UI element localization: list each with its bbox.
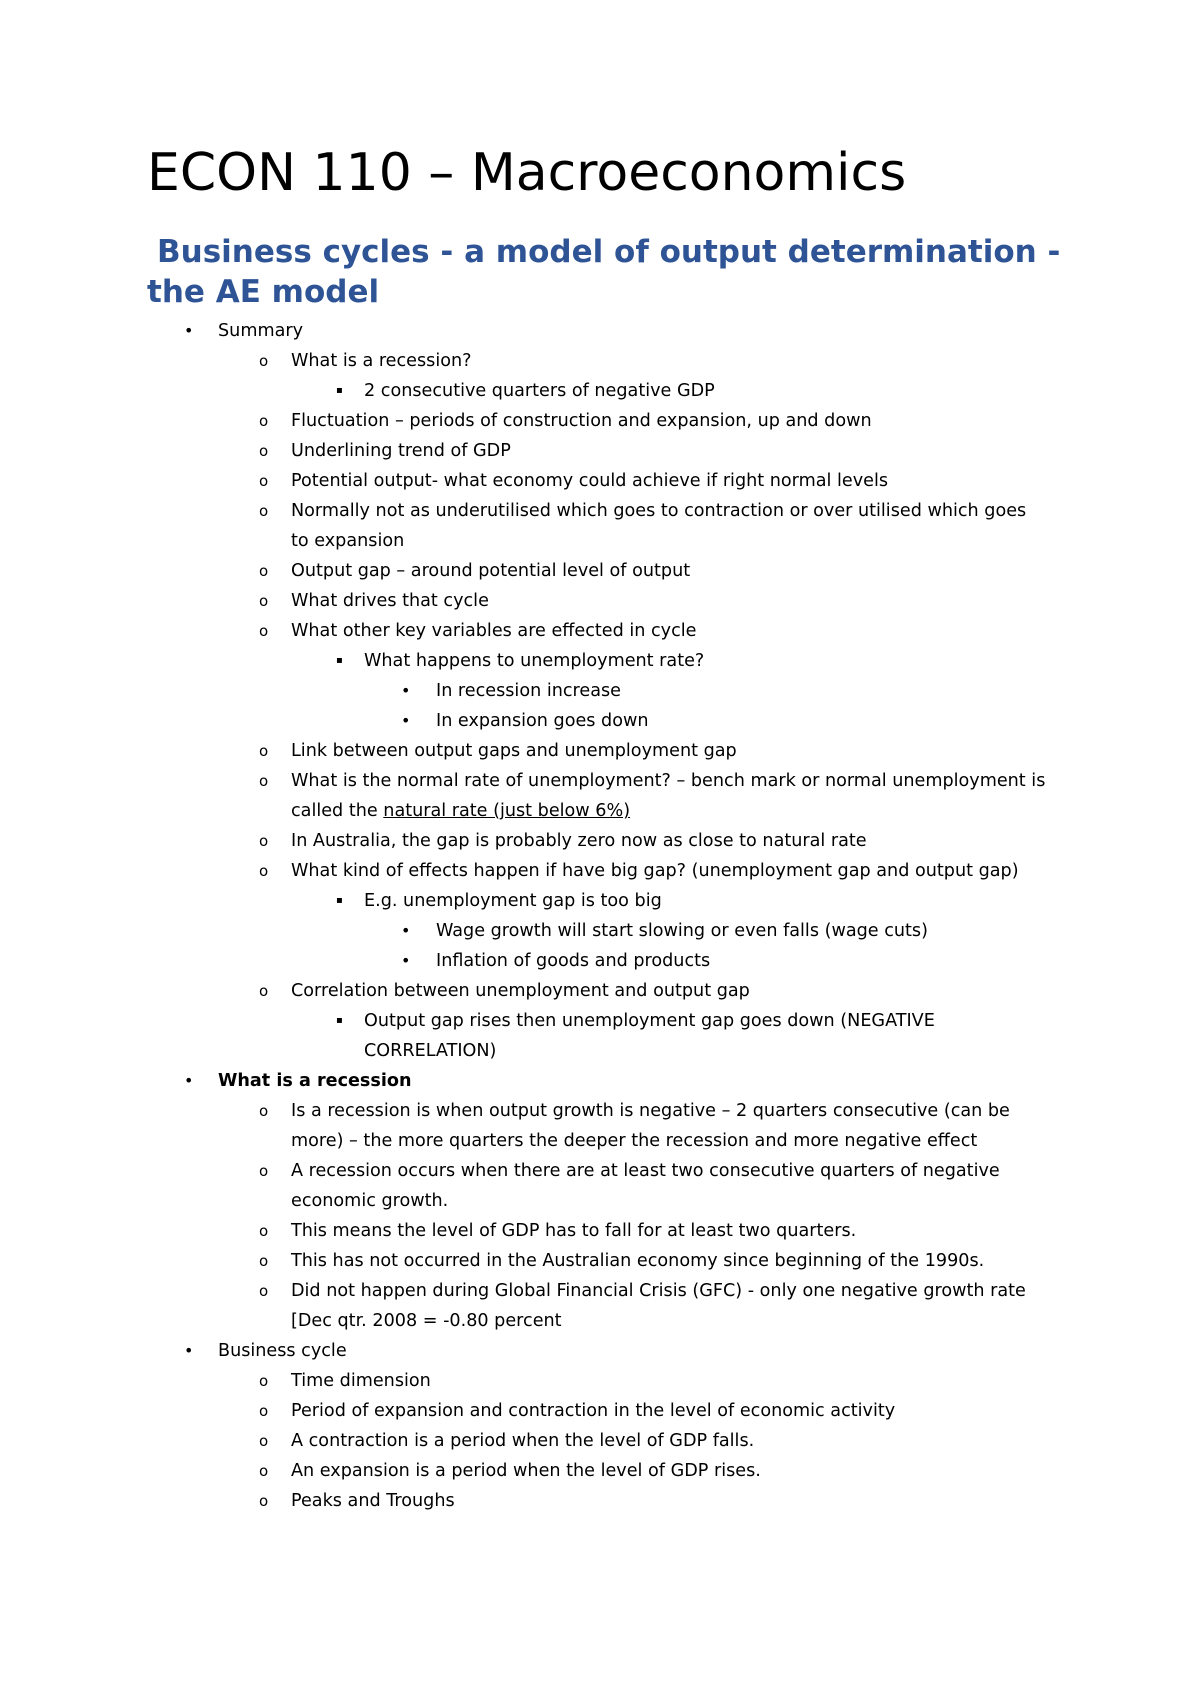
list-item [0, 1396, 1048, 1426]
list-item [0, 496, 1048, 556]
list-item-text: This means the level of GDP has to fall for at least two quarters. [291, 1221, 857, 1241]
list-item-text: Fluctuation – periods of construction and expansion, up and down [291, 411, 872, 431]
list-item-text: Is a recession is when output growth is negative – 2 quarters consecutive (can be more) – the more quarters the deeper the recession and more negative effect [291, 1101, 1010, 1151]
list-item-text: 2 consecutive quarters of negative GDP [364, 381, 715, 401]
circle-marker: o [259, 1492, 269, 1510]
circle-marker: o [259, 862, 269, 880]
circle-marker: o [259, 622, 269, 640]
circle-marker: o [259, 1162, 269, 1180]
list-item-text: What other key variables are effected in cycle [291, 621, 697, 641]
list-item-text [291, 766, 1048, 826]
circle-marker: o [259, 1102, 269, 1120]
list-item-text: What kind of effects happen if have big gap? (unemployment gap and output gap) [291, 861, 1019, 881]
circle-marker: o [259, 1432, 269, 1450]
natural-rate-underlined: natural rate (just below 6%) [383, 801, 631, 821]
list-item-text: What happens to unemployment rate? [364, 651, 705, 671]
list-item [0, 316, 1048, 346]
circle-marker: o [259, 562, 269, 580]
list-item [0, 736, 1048, 766]
list-item [0, 616, 1048, 646]
bullet-marker: • [184, 321, 194, 340]
section-heading [147, 232, 1077, 312]
circle-marker: o [259, 352, 269, 370]
list-item-text: In recession increase [436, 681, 621, 701]
list-item-text: Period of expansion and contraction in the level of economic activity [291, 1401, 896, 1421]
list-item [0, 1336, 1048, 1366]
bullet-marker: • [401, 921, 411, 940]
list-item-text: Summary [218, 321, 304, 341]
bullet-marker: • [184, 1071, 194, 1090]
list-item [0, 1276, 1048, 1336]
list-item [0, 556, 1048, 586]
circle-marker: o [259, 1372, 269, 1390]
list-item [0, 1246, 1048, 1276]
list-item [0, 1366, 1048, 1396]
bullet-marker: • [401, 951, 411, 970]
list-item-text: A contraction is a period when the level of GDP falls. [291, 1431, 755, 1451]
list-item [0, 1096, 1048, 1156]
list-item-text: Did not happen during Global Financial Crisis (GFC) - only one negative growth rate [Dec qtr. 2008 = -0.80 percent [291, 1281, 1026, 1331]
square-marker: ▪ [336, 1015, 343, 1026]
list-item [0, 466, 1048, 496]
circle-marker: o [259, 472, 269, 490]
list-item [0, 946, 1048, 976]
list-item-text: Potential output- what economy could achieve if right normal levels [291, 471, 889, 491]
bullet-marker: • [184, 1341, 194, 1360]
circle-marker: o [259, 982, 269, 1000]
list-item [0, 856, 1048, 886]
square-marker: ▪ [336, 385, 343, 396]
circle-marker: o [259, 1222, 269, 1240]
list-item [0, 676, 1048, 706]
list-item-text: In expansion goes down [436, 711, 649, 731]
circle-marker: o [259, 1402, 269, 1420]
list-item-text: In Australia, the gap is probably zero now as close to natural rate [291, 831, 867, 851]
circle-marker: o [259, 1252, 269, 1270]
notes-list [0, 316, 1200, 1516]
list-item [0, 1486, 1048, 1516]
circle-marker: o [259, 412, 269, 430]
list-item [0, 1216, 1048, 1246]
list-item [0, 1456, 1048, 1486]
list-item [0, 1426, 1048, 1456]
circle-marker: o [259, 832, 269, 850]
square-marker: ▪ [336, 895, 343, 906]
list-item-text: A recession occurs when there are at least two consecutive quarters of negative economic growth. [291, 1161, 1000, 1211]
list-item-text: Wage growth will start slowing or even falls (wage cuts) [436, 921, 928, 941]
list-item [0, 1006, 1048, 1066]
list-item-text: Time dimension [291, 1371, 431, 1391]
list-item [0, 706, 1048, 736]
list-item-text: This has not occurred in the Australian economy since beginning of the 1990s. [291, 1251, 985, 1271]
list-item [0, 916, 1048, 946]
circle-marker: o [259, 592, 269, 610]
circle-marker: o [259, 742, 269, 760]
list-item-text: What is a recession? [291, 351, 472, 371]
document-title: ECON 110 – Macroeconomics [147, 143, 907, 203]
circle-marker: o [259, 1282, 269, 1300]
list-item [0, 346, 1048, 376]
list-item [0, 1156, 1048, 1216]
list-item-text-plain: What is the normal rate of unemployment? – bench mark or normal unemployment is called the [291, 771, 1046, 821]
bullet-marker: • [401, 711, 411, 730]
circle-marker: o [259, 1462, 269, 1480]
list-item [0, 886, 1048, 916]
list-item [0, 1066, 1048, 1096]
list-item-heading: What is a recession [218, 1071, 412, 1091]
list-item-text: Correlation between unemployment and output gap [291, 981, 750, 1001]
list-item-text: E.g. unemployment gap is too big [364, 891, 662, 911]
list-item-text: Peaks and Troughs [291, 1491, 455, 1511]
circle-marker: o [259, 502, 269, 520]
list-item [0, 436, 1048, 466]
list-item-text: What drives that cycle [291, 591, 489, 611]
list-item-text: Output gap rises then unemployment gap goes down (NEGATIVE CORRELATION) [364, 1011, 935, 1061]
list-item-text: Inflation of goods and products [436, 951, 711, 971]
list-item [0, 976, 1048, 1006]
list-item [0, 586, 1048, 616]
bullet-marker: • [401, 681, 411, 700]
list-item [0, 406, 1048, 436]
circle-marker: o [259, 442, 269, 460]
list-item-text: Link between output gaps and unemployment gap [291, 741, 737, 761]
list-item-text: Output gap – around potential level of output [291, 561, 691, 581]
list-item [0, 766, 1048, 826]
list-item-text: Business cycle [218, 1341, 347, 1361]
list-item-text: Normally not as underutilised which goes to contraction or over utilised which goes to expansion [291, 501, 1027, 551]
list-item [0, 826, 1048, 856]
square-marker: ▪ [336, 655, 343, 666]
circle-marker: o [259, 772, 269, 790]
list-item-text: An expansion is a period when the level of GDP rises. [291, 1461, 761, 1481]
list-item [0, 376, 1048, 406]
list-item [0, 646, 1048, 676]
list-item-text: Underlining trend of GDP [291, 441, 511, 461]
section-heading-text: Business cycles - a model of output determination - the AE model [147, 234, 1061, 310]
